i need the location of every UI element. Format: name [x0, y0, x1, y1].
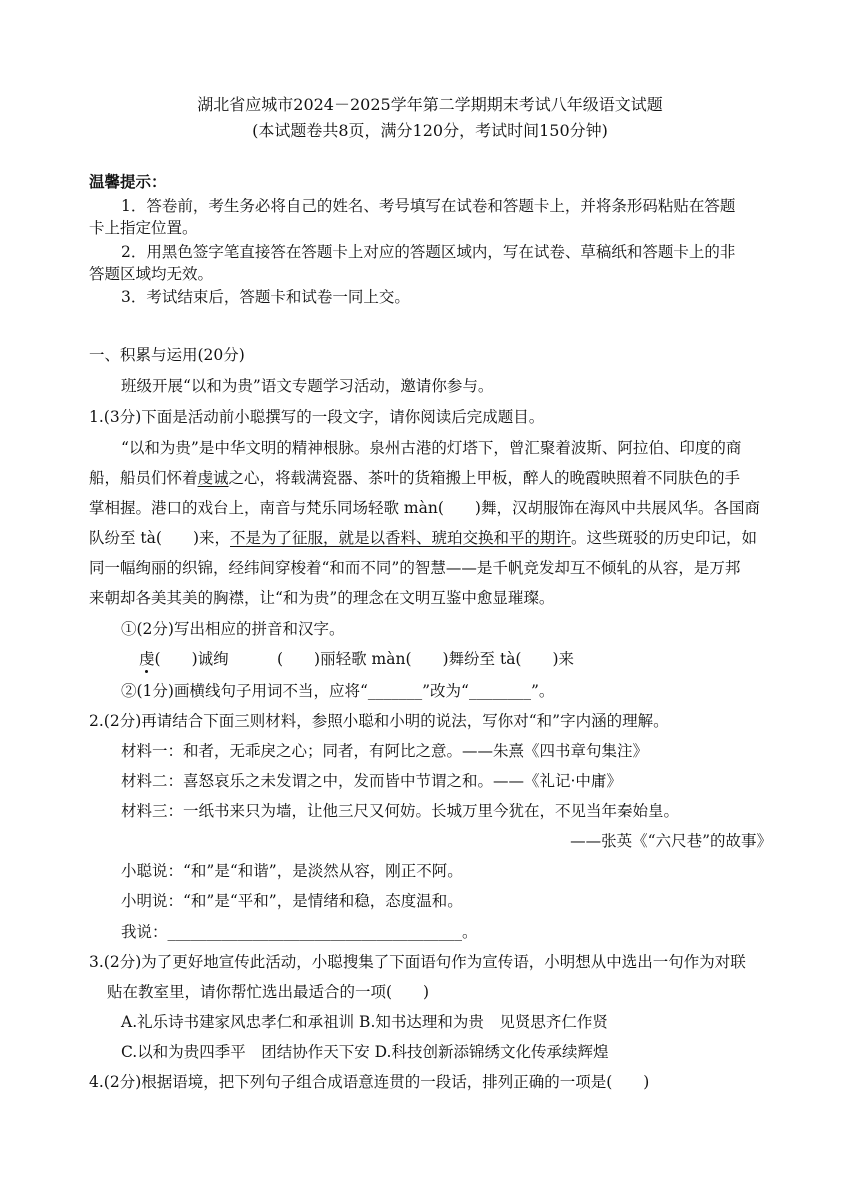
passage-line-1: “以和为贵”是中华文明的精神根脉。泉州古港的灯塔下，曾汇聚着波斯、阿拉伯、印度的商	[121, 439, 742, 457]
underlined-sentence: 不是为了征服，就是以香料、琥珀交换和平的期许	[230, 529, 572, 547]
exam-title: 湖北省应城市2024－2025学年第二学期期末考试八年级语文试题	[197, 95, 663, 114]
question-4-stem: 4.(2分)根据语境，把下列句子组合成语意连贯的一段话，排列正确的一项是( )	[89, 1073, 650, 1091]
tip-1: 1．答卷前，考生务必将自己的姓名、考号填写在试卷和答题卡上，并将条形码粘贴在答题	[121, 197, 736, 215]
question-2-stem: 2.(2分)再请结合下面三则材料，参照小聪和小明的说法，写你对“和”字内涵的理解。	[89, 712, 669, 730]
tip-3: 3．考试结束后，答题卡和试卷一同上交。	[121, 288, 410, 306]
passage-line-5: 同一幅绚丽的织锦，经纬间穿梭着“和而不同”的智慧——是千帆竞发却互不倾轧的从容，是万邦	[89, 559, 741, 577]
sub-question-1-items: 虔( )诚绚	[139, 650, 229, 668]
material-3-source: ——张英《“六尺巷”的故事》	[570, 832, 772, 850]
tips-heading: 温馨提示：	[89, 172, 167, 191]
exam-subtitle: (本试题卷共8页，满分120分，考试时间150分钟)	[252, 121, 608, 140]
dotted-char: 虔	[139, 650, 155, 668]
passage-line-2: 船，船员们怀着虔诚之心，将载满瓷器、茶叶的货箱搬上甲板，醉人的晚霞映照着不同肤色的手	[89, 469, 741, 487]
comment-xiaoming: 小明说：“和”是“平和”，是情绪和稳，态度温和。	[121, 892, 463, 910]
question-3-stem: 3.(2分)为了更好地宣传此活动，小聪搜集了下面语句作为宣传语，小明想从中选出一句作为对联	[89, 953, 746, 971]
tip-2-cont: 答题区域均无效。	[89, 265, 214, 283]
material-1: 材料一：和者，无乖戾之心；同者，有阿比之意。——朱熹《四书章句集注》	[121, 742, 649, 760]
question-3-options-ab: A.礼乐诗书建家风忠孝仁和承祖训 B.知书达理和为贵 见贤思齐仁作贤	[121, 1013, 608, 1031]
section-heading: 一、积累与运用(20分)	[89, 346, 245, 364]
sub-question-1-items-b: ( )丽轻歌 màn( )舞纷至 tà( )来	[277, 650, 575, 668]
sub-question-2: ②(1分)画横线句子用词不当，应将“_______”改为“________”。	[121, 682, 555, 700]
tip-1-cont: 卡上指定位置。	[89, 219, 198, 237]
passage-line-3: 掌相握。港口的戏台上，南音与梵乐同场轻歌 màn( )舞，汉胡服饰在海风中共展风华。各国商	[89, 499, 760, 517]
material-2: 材料二：喜怒哀乐之未发谓之中，发而皆中节谓之和。——《礼记·中庸》	[121, 772, 622, 790]
section-intro: 班级开展“以和为贵”语文专题学习活动，邀请你参与。	[121, 377, 494, 395]
question-1-stem: 1.(3分)下面是活动前小聪撰写的一段文字，请你阅读后完成题目。	[89, 408, 545, 426]
my-answer-blank: 我说：______________________________________。	[121, 923, 478, 941]
passage-line-4: 队纷至 tà( )来，不是为了征服，就是以香料、琥珀交换和平的期许。这些斑驳的历史印记，如	[89, 529, 758, 547]
comment-xiaocong: 小聪说：“和”是“和谐”，是淡然从容，刚正不阿。	[121, 862, 463, 880]
passage-line-6: 来朝却各美其美的胸襟，让“和为贵”的理念在文明互鉴中愈显璀璨。	[89, 589, 555, 607]
question-3-options-cd: C.以和为贵四季平 团结协作天下安 D.科技创新添锦绣文化传承续辉煌	[121, 1043, 609, 1061]
sub-question-1: ①(2分)写出相应的拼音和汉字。	[121, 620, 345, 638]
tip-2: 2．用黑色签字笔直接答在答题卡上对应的答题区域内，写在试卷、草稿纸和答题卡上的非	[121, 243, 736, 261]
underlined-word: 虔诚	[197, 469, 229, 487]
material-3: 材料三：一纸书来只为墙，让他三尺又何妨。长城万里今犹在，不见当年秦始皇。	[121, 802, 680, 820]
question-3-stem-cont: 贴在教室里，请你帮忙选出最适合的一项( )	[107, 983, 430, 1001]
